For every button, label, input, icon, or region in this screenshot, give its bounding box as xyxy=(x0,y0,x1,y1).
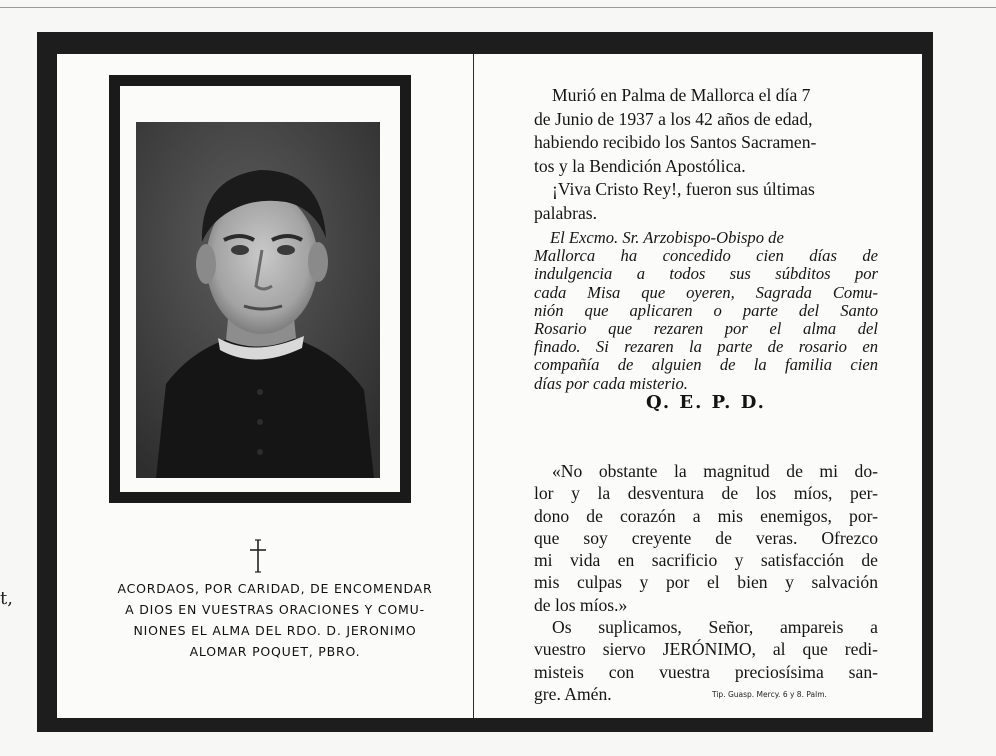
indulgence-line: indulgencia a todos sus súbditos por xyxy=(534,264,878,284)
quote-line: que soy creyente de veras. Ofrezco xyxy=(534,527,878,548)
indulgence-line: nión que aplicaren o parte del Santo xyxy=(534,300,878,320)
prayer-line: A DIOS EN VUESTRAS ORACIONES Y COMU- xyxy=(125,602,425,617)
indulgence-line: Rosario que rezaren por el alma del xyxy=(534,319,878,339)
photo-mat xyxy=(120,86,400,492)
prayer-line: ALOMAR POQUET, PBRO. xyxy=(189,644,361,659)
indulgence-line: compañía de alguien de la familia cien xyxy=(534,355,878,375)
indulgence-line: días por cada misterio. xyxy=(534,373,688,393)
quote-line: mis culpas y por el bien y salvación xyxy=(534,572,878,593)
indulgence-line: Mallorca ha concedido cien días de xyxy=(534,246,878,266)
death-line: Murió en Palma de Mallorca el día 7 xyxy=(552,85,811,105)
right-panel xyxy=(473,54,922,718)
margin-mark: t, xyxy=(0,588,13,609)
death-notice xyxy=(534,84,878,225)
portrait-photo xyxy=(136,122,380,478)
cross-icon xyxy=(243,536,273,576)
scan-edge-line xyxy=(0,7,996,8)
indulgence-line: finado. Si rezaren la parte de rosario en xyxy=(534,337,878,357)
quote-line: dono de corazón a mis enemigos, por- xyxy=(534,505,878,526)
prayer-line: ACORDAOS, POR CARIDAD, DE ENCOMENDAR xyxy=(117,581,433,596)
quote-line: mi vida en sacrificio y satisfacción de xyxy=(534,550,878,571)
indulgence-line: cada Misa que oyeren, Sagrada Comu- xyxy=(534,282,878,302)
indulgence-line: El Excmo. Sr. Arzobispo-Obispo de xyxy=(550,228,784,247)
printer-credit: Tip. Guasp. Mercy. 6 y 8. Palm. xyxy=(712,690,827,699)
qepd-heading: Q. E. P. D. xyxy=(646,392,766,413)
left-panel xyxy=(57,54,493,718)
quote-line: vuestro siervo JERÓNIMO, al que redi- xyxy=(534,639,878,660)
death-line: de Junio de 1937 a los 42 años de edad, xyxy=(534,108,813,129)
quote-line: de los míos.» xyxy=(534,594,628,615)
death-line: habiendo recibido los Santos Sacramen- xyxy=(534,132,817,152)
death-line: tos y la Bendición Apostólica. xyxy=(534,155,746,176)
death-line: ¡Viva Cristo Rey!, fueron sus últimas xyxy=(552,179,815,199)
prayer-request xyxy=(85,578,465,662)
quote-line: «No obstante la magnitud de mi do- xyxy=(552,461,878,481)
quote-line: gre. Amén. xyxy=(534,683,612,704)
indulgence-notice xyxy=(534,229,878,393)
quote-line: Os suplicamos, Señor, ampareis a xyxy=(552,617,878,638)
death-line: palabras. xyxy=(534,202,598,223)
quote-line: lor y la desventura de los míos, per- xyxy=(534,483,878,504)
memorial-card xyxy=(37,32,933,732)
last-words-quote xyxy=(534,460,878,705)
quote-line: misteis con vuestra preciosísima san- xyxy=(534,661,878,682)
prayer-line: NIONES EL ALMA DEL RDO. D. JERONIMO xyxy=(133,623,417,638)
photo-frame xyxy=(109,75,411,503)
